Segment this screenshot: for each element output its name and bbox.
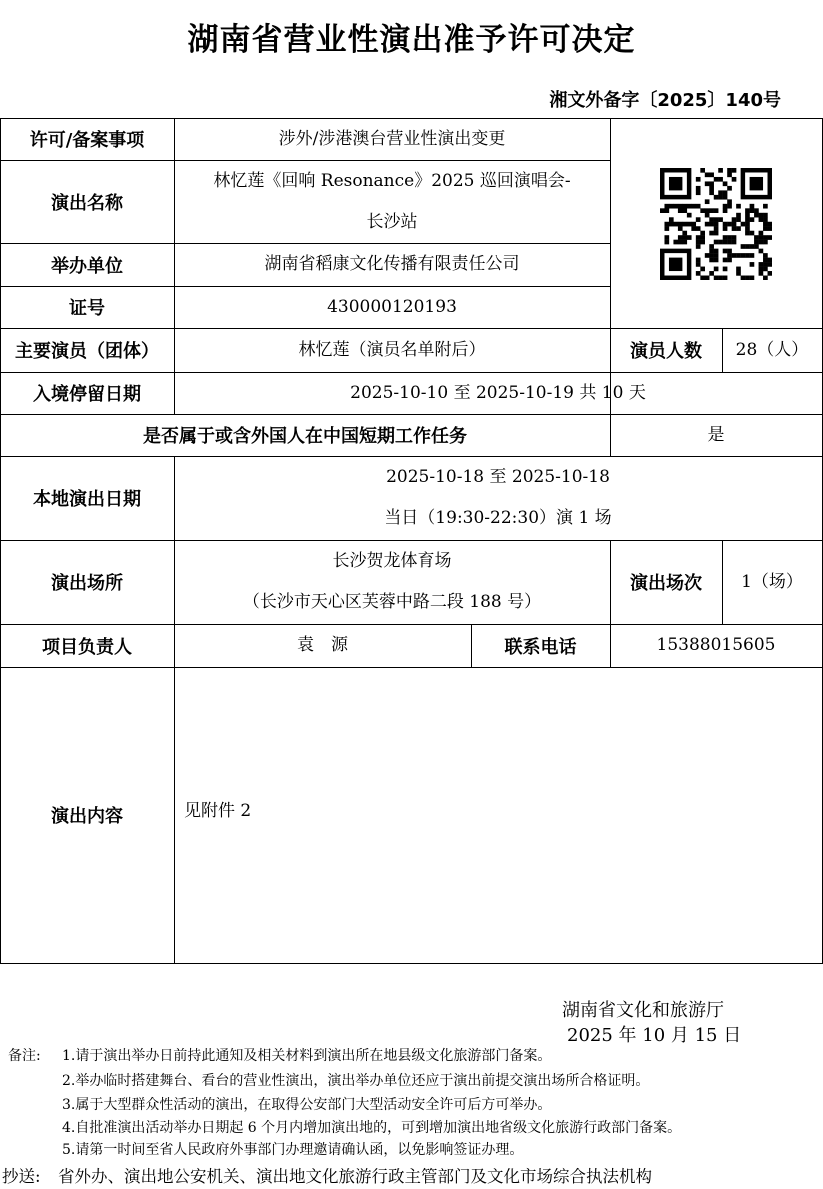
- venue-line2: （长沙市天心区芙蓉中路二段 188 号）: [242, 592, 542, 612]
- show-name-value: [174, 160, 610, 243]
- organizer-label: 举办单位: [51, 255, 123, 277]
- short-term-value: 是: [707, 424, 725, 445]
- phone-value: 15388015605: [656, 635, 776, 655]
- show-name-line1: 林忆莲《回响 Resonance》2025 巡回演唱会-: [213, 170, 571, 191]
- local-date-line2: 当日（19:30-22:30）演 1 场: [384, 508, 612, 528]
- entry-label: 入境停留日期: [33, 384, 141, 405]
- organizer-value: 湖南省稻康文化传播有限责任公司: [264, 254, 520, 274]
- local-date-value: [174, 456, 822, 540]
- qr-code-graphic: [660, 168, 772, 280]
- venue-value: [174, 540, 610, 624]
- entry-value: 2025-10-10 至 2025-10-19 共 10 天: [350, 382, 646, 403]
- note-item-2: 2.举办临时搭建舞台、看台的营业性演出，演出举办单位还应于演出前提交演出场所合格证明。: [62, 1073, 650, 1089]
- content-value: 见附件 2: [184, 800, 252, 821]
- local-date-line1: 2025-10-18 至 2025-10-18: [386, 467, 610, 487]
- note-item-3: 3.属于大型群众性活动的演出，在取得公安部门大型活动安全许可后方可举办。: [62, 1097, 552, 1113]
- note-item-5: 5.请第一时间至省人民政府外事部门办理邀请确认函，以免影响签证办理。: [62, 1142, 524, 1158]
- show-name-label: 演出名称: [51, 192, 123, 214]
- cert-label: 证号: [69, 298, 105, 319]
- sessions-label: 演出场次: [630, 573, 702, 594]
- local-date-label: 本地演出日期: [33, 489, 141, 510]
- performer-value: 林忆莲（演员名单附后）: [298, 339, 486, 360]
- qr-code-image: [660, 168, 772, 280]
- sessions-value: 1（场）: [741, 571, 803, 592]
- document-title: 湖南省营业性演出准予许可决定: [187, 22, 636, 58]
- performer-label: 主要演员（团体）: [15, 341, 159, 362]
- note-item-4: 4.自批准演出活动举办日期起 6 个月内增加演出地的，可到增加演出地省级文化旅游行政部门备案。: [62, 1120, 682, 1136]
- manager-label: 项目负责人: [42, 636, 132, 658]
- cc-heading: 抄送:: [2, 1167, 41, 1186]
- cc-text: 省外办、演出地公安机关、演出地文化旅游行政主管部门及文化市场综合执法机构: [58, 1167, 652, 1186]
- venue-line1: 长沙贺龙体育场: [332, 551, 452, 571]
- item-value: 涉外/涉港澳台营业性演出变更: [278, 128, 506, 149]
- short-term-label: 是否属于或含外国人在中国短期工作任务: [143, 426, 467, 447]
- item-label: 许可/备案事项: [29, 130, 145, 151]
- issue-date: 2025 年 10 月 15 日: [567, 1025, 742, 1046]
- issuer-name: 湖南省文化和旅游厅: [562, 1000, 724, 1021]
- phone-label: 联系电话: [504, 636, 577, 658]
- performer-count-label: 演员人数: [630, 341, 702, 362]
- venue-label: 演出场所: [51, 573, 123, 594]
- show-name-line2: 长沙站: [366, 211, 418, 232]
- note-item-1: 1.请于演出举办日前持此通知及相关材料到演出所在地县级文化旅游部门备案。: [62, 1048, 552, 1064]
- document-number: 湘文外备字〔2025〕140号: [549, 90, 781, 111]
- performer-count-value: 28（人）: [735, 339, 809, 360]
- manager-value: 袁 源: [297, 635, 348, 655]
- content-label: 演出内容: [51, 806, 123, 827]
- notes-heading: 备注:: [8, 1048, 41, 1064]
- cert-value: 430000120193: [327, 296, 457, 317]
